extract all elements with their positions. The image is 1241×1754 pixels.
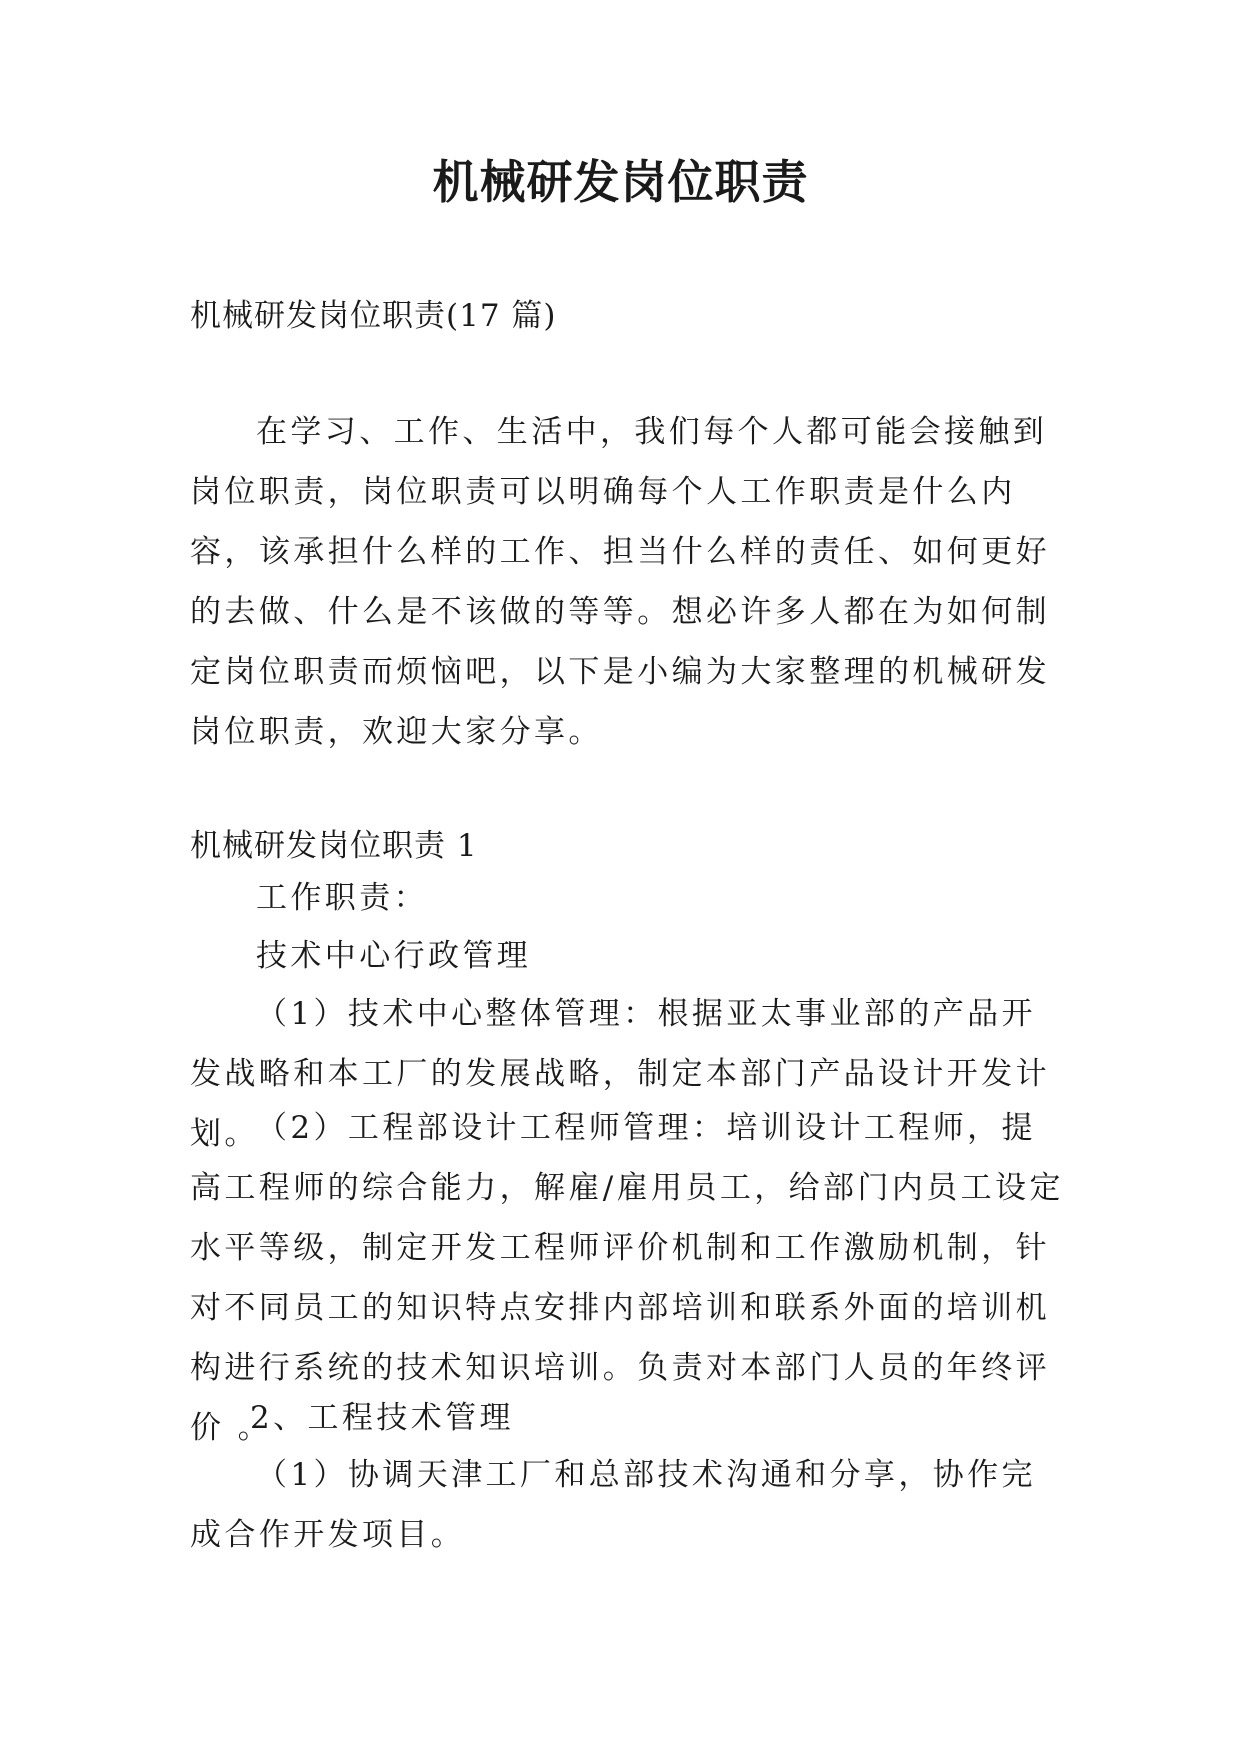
duty-item-2: （2）工程部设计工程师管理：培训设计工程师，提高工程师的综合能力，解雇/雇用员工，给部门内员工设定水平等级，制定开发工程师评价机制和工作激励机制，针对不同员工的知识特点安排内部培训和联系外面的培训机构进行系统的技术知识培训。负责对本部门人员的年终评价 。: [190, 1110, 1064, 1446]
intro-paragraph: 在学习、工作、生活中，我们每个人都可能会接触到岗位职责，岗位职责可以明确每个人工作职责是什么内容，该承担什么样的工作、担当什么样的责任、如何更好的去做、什么是不该做的等等。想必许多人都在为如何制定岗位职责而烦恼吧，以下是小编为大家整理的机械研发岗位职责，欢迎大家分享。: [190, 414, 1050, 750]
document-subtitle: 机械研发岗位职责(17 篇): [190, 298, 557, 334]
admin-label: 技术中心行政管理: [256, 938, 532, 974]
duty-item-3: （1）协调天津工厂和总部技术沟通和分享，协作完成合作开发项目。: [190, 1457, 1036, 1553]
document-title: 机械研发岗位职责: [432, 155, 809, 209]
duty-item-1: （1）技术中心整体管理：根据亚太事业部的产品开发战略和本工厂的发展战略，制定本部门产品设计开发计划。: [190, 996, 1050, 1152]
duty-label: 工作职责：: [256, 880, 428, 916]
engineering-label: 2、工程技术管理: [250, 1400, 514, 1436]
section-title: 机械研发岗位职责 1: [190, 828, 478, 864]
